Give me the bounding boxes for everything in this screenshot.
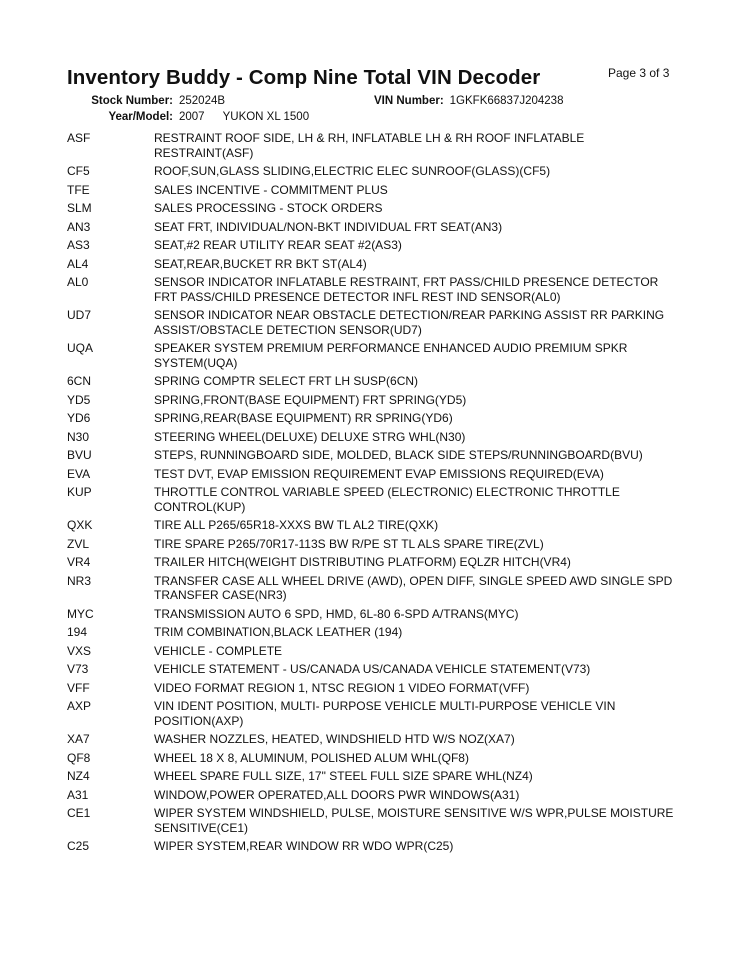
option-row [0, 467, 742, 482]
option-row [0, 537, 742, 552]
option-description: ROOF,SUN,GLASS SLIDING,ELECTRIC ELEC SUNROOF(GLASS)(CF5) [154, 164, 551, 178]
option-code: UQA [67, 341, 94, 355]
option-description: SEAT FRT, INDIVIDUAL/NON-BKT INDIVIDUAL FRT SEAT(AN3) [154, 219, 503, 234]
year-value: 2007 [179, 111, 205, 123]
page-title: Inventory Buddy - Comp Nine Total VIN Decoder [67, 66, 541, 89]
option-code: AL4 [67, 256, 89, 271]
option-code: AS3 [67, 238, 90, 252]
option-code: ZVL [67, 536, 90, 551]
year-model-label: Year/Model: [108, 111, 173, 123]
option-description: TRANSFER CASE ALL WHEEL DRIVE (AWD), OPEN DIFF, SINGLE SPEED AWD SINGLE SPD TRANSFER CASE(NR3) [154, 573, 673, 602]
option-description: WASHER NOZZLES, HEATED, WINDSHIELD HTD W/S NOZ(XA7) [154, 732, 515, 746]
option-row [0, 518, 742, 533]
option-code: UD7 [67, 308, 92, 322]
option-description: WHEEL 18 X 8, ALUMINUM, POLISHED ALUM WHL(QF8) [154, 750, 469, 765]
option-code: QXK [67, 518, 93, 532]
stock-number-label: Stock Number: [91, 95, 173, 107]
option-row [0, 839, 742, 854]
option-description: TIRE SPARE P265/70R17-113S BW R/PE ST TL ALS SPARE TIRE(ZVL) [154, 536, 544, 551]
option-description: STEERING WHEEL(DELUXE) DELUXE STRG WHL(N30) [154, 429, 466, 444]
option-description: SPRING,REAR(BASE EQUIPMENT) RR SPRING(YD6) [154, 411, 453, 425]
vin-number-value: 1GKFK66837J204238 [449, 95, 564, 107]
option-row [0, 769, 742, 784]
option-row [0, 625, 742, 640]
option-code: YD6 [67, 411, 91, 425]
option-code: VFF [67, 680, 90, 695]
option-row [0, 430, 742, 445]
option-code: EVA [67, 466, 91, 481]
option-code: TFE [67, 182, 90, 197]
option-row [0, 131, 742, 160]
option-code: NZ4 [67, 769, 90, 783]
stock-number-field [89, 95, 225, 107]
option-row [0, 751, 742, 766]
option-description: VIN IDENT POSITION, MULTI- PURPOSE VEHICLE MULTI-PURPOSE VEHICLE VIN POSITION(AXP) [154, 699, 616, 728]
option-row [0, 238, 742, 253]
option-row [0, 644, 742, 659]
option-row [0, 788, 742, 803]
option-row [0, 411, 742, 426]
option-row [0, 555, 742, 570]
option-code: A31 [67, 787, 89, 802]
option-row [0, 806, 742, 835]
option-code: NR3 [67, 573, 92, 588]
option-row [0, 681, 742, 696]
option-code: ASF [67, 131, 91, 145]
option-row [0, 699, 742, 728]
year-model-field [89, 111, 309, 123]
vin-number-label: VIN Number: [374, 95, 444, 107]
option-description: SPEAKER SYSTEM PREMIUM PERFORMANCE ENHANCED AUDIO PREMIUM SPKR SYSTEM(UQA) [154, 341, 628, 370]
option-code: YD5 [67, 392, 91, 407]
option-row [0, 574, 742, 603]
option-description: STEPS, RUNNINGBOARD SIDE, MOLDED, BLACK SIDE STEPS/RUNNINGBOARD(BVU) [154, 448, 643, 462]
option-description: VIDEO FORMAT REGION 1, NTSC REGION 1 VIDEO FORMAT(VFF) [154, 680, 530, 695]
option-code: 194 [67, 625, 88, 639]
option-row [0, 732, 742, 747]
option-code: N30 [67, 429, 90, 444]
option-row [0, 220, 742, 235]
option-row [0, 485, 742, 514]
option-code: MYC [67, 606, 94, 621]
stock-number-value: 252024B [179, 95, 226, 107]
option-description: SENSOR INDICATOR INFLATABLE RESTRAINT, FRT PASS/CHILD PRESENCE DETECTOR FRT PASS/CHILD PRESENCE DETECTOR INFL REST IND SENSOR(AL0) [154, 275, 659, 304]
option-description: WIPER SYSTEM,REAR WINDOW RR WDO WPR(C25) [154, 839, 454, 853]
option-code: AN3 [67, 219, 91, 234]
option-description: WIPER SYSTEM WINDSHIELD, PULSE, MOISTURE SENSITIVE W/S WPR,PULSE MOISTURE SENSITIVE(CE1) [154, 806, 674, 835]
option-code: XA7 [67, 732, 90, 746]
option-row [0, 275, 742, 304]
option-code: QF8 [67, 750, 91, 765]
option-row [0, 662, 742, 677]
option-code-list [0, 131, 742, 858]
option-row [0, 183, 742, 198]
vin-number-field [374, 95, 563, 107]
option-code: C25 [67, 839, 90, 853]
option-description: TIRE ALL P265/65R18-XXXS BW TL AL2 TIRE(QXK) [154, 518, 439, 532]
model-value: YUKON XL 1500 [222, 111, 310, 123]
option-description: RESTRAINT ROOF SIDE, LH & RH, INFLATABLE LH & RH ROOF INFLATABLE RESTRAINT(ASF) [154, 131, 585, 160]
option-code: AL0 [67, 275, 89, 289]
option-code: V73 [67, 662, 89, 676]
option-code: VXS [67, 643, 92, 658]
option-row [0, 257, 742, 272]
option-description: TRANSMISSION AUTO 6 SPD, HMD, 6L-80 6-SPD A/TRANS(MYC) [154, 606, 519, 621]
option-row [0, 341, 742, 370]
option-row [0, 607, 742, 622]
page-number: Page 3 of 3 [608, 66, 670, 80]
option-code: VR4 [67, 555, 91, 569]
option-description: SALES INCENTIVE - COMMITMENT PLUS [154, 182, 388, 197]
option-description: WINDOW,POWER OPERATED,ALL DOORS PWR WINDOWS(A31) [154, 787, 520, 802]
option-row [0, 393, 742, 408]
option-code: AXP [67, 699, 92, 713]
option-description: SEAT,REAR,BUCKET RR BKT ST(AL4) [154, 256, 367, 271]
option-description: SALES PROCESSING - STOCK ORDERS [154, 201, 383, 215]
option-description: THROTTLE CONTROL VARIABLE SPEED (ELECTRONIC) ELECTRONIC THROTTLE CONTROL(KUP) [154, 485, 620, 514]
option-description: SENSOR INDICATOR NEAR OBSTACLE DETECTION/REAR PARKING ASSIST RR PARKING ASSIST/OBSTACLE DETECTION SENSOR(UD7) [154, 308, 665, 337]
option-description: VEHICLE - COMPLETE [154, 643, 283, 658]
option-row [0, 308, 742, 337]
option-description: TRAILER HITCH(WEIGHT DISTRIBUTING PLATFORM) EQLZR HITCH(VR4) [154, 555, 571, 569]
option-code: 6CN [67, 374, 92, 388]
option-row [0, 164, 742, 179]
option-row [0, 201, 742, 216]
option-description: TRIM COMBINATION,BLACK LEATHER (194) [154, 625, 403, 639]
option-description: SEAT,#2 REAR UTILITY REAR SEAT #2(AS3) [154, 238, 402, 252]
option-description: TEST DVT, EVAP EMISSION REQUIREMENT EVAP EMISSIONS REQUIRED(EVA) [154, 466, 604, 481]
option-description: SPRING COMPTR SELECT FRT LH SUSP(6CN) [154, 374, 419, 388]
option-code: CE1 [67, 806, 91, 820]
option-code: KUP [67, 485, 92, 499]
option-description: SPRING,FRONT(BASE EQUIPMENT) FRT SPRING(YD5) [154, 392, 467, 407]
option-code: BVU [67, 448, 92, 462]
option-code: CF5 [67, 164, 90, 178]
option-row [0, 448, 742, 463]
option-row [0, 374, 742, 389]
option-description: VEHICLE STATEMENT - US/CANADA US/CANADA VEHICLE STATEMENT(V73) [154, 662, 591, 676]
option-code: SLM [67, 201, 92, 215]
option-description: WHEEL SPARE FULL SIZE, 17" STEEL FULL SIZE SPARE WHL(NZ4) [154, 769, 533, 783]
